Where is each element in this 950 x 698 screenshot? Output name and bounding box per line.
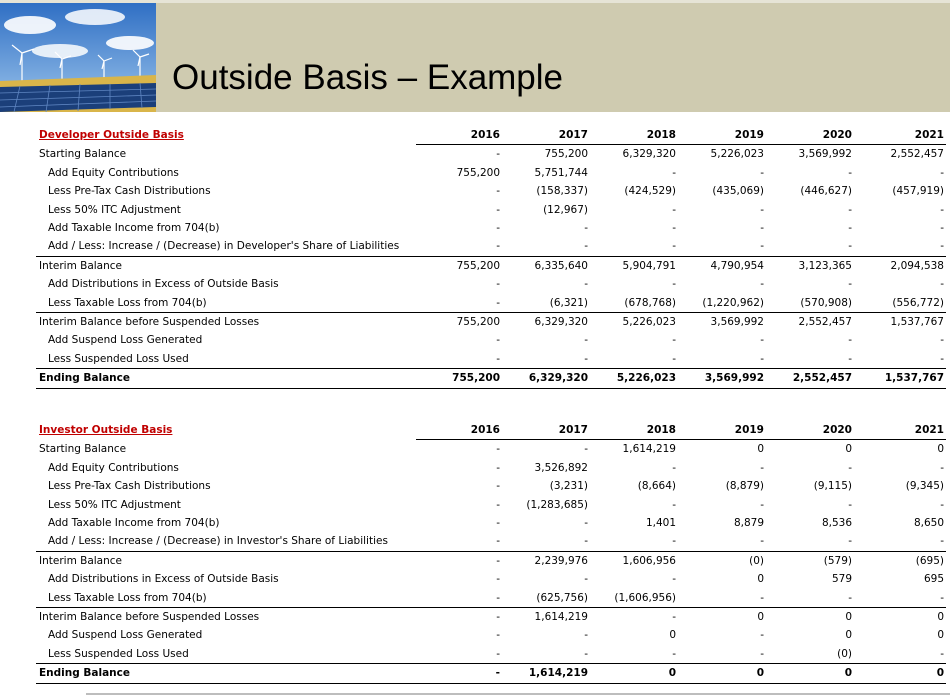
- value-cell: -: [940, 166, 944, 179]
- value-cell: 6,329,320: [502, 313, 590, 332]
- row-label: Add Taxable Income from 704(b): [48, 222, 220, 235]
- value-cell: -: [848, 203, 852, 216]
- row-label: Less Pre-Tax Cash Distributions: [48, 185, 211, 198]
- value-cell: -: [496, 535, 500, 548]
- value-cell: 0: [766, 664, 854, 683]
- value-cell: -: [848, 334, 852, 347]
- row-label: Less 50% ITC Adjustment: [48, 203, 181, 216]
- value-cell: (424,529): [624, 185, 676, 198]
- value-cell: -: [760, 629, 764, 642]
- table-row: [36, 477, 946, 495]
- value-cell: -: [672, 647, 676, 660]
- value-cell: (1,220,962): [702, 296, 764, 309]
- value-cell: -: [940, 222, 944, 235]
- row-label: Starting Balance: [39, 443, 127, 456]
- value-cell: (0): [837, 647, 852, 660]
- value-cell: 1,401: [645, 517, 676, 530]
- value-cell: 0: [937, 443, 944, 456]
- table-row: [36, 514, 946, 532]
- value-cell: (12,967): [543, 203, 588, 216]
- value-cell: 3,569,992: [678, 369, 766, 388]
- value-cell: 0: [854, 664, 946, 683]
- value-cell: -: [760, 166, 764, 179]
- year-header: 2018: [590, 126, 678, 145]
- value-cell: -: [496, 480, 500, 493]
- row-label: Add Suspend Loss Generated: [48, 334, 203, 347]
- row-label: Less 50% ITC Adjustment: [48, 498, 181, 511]
- value-cell: -: [760, 535, 764, 548]
- value-cell: 4,790,954: [678, 256, 766, 275]
- value-cell: (435,069): [712, 185, 764, 198]
- year-header: 2019: [678, 126, 766, 145]
- value-cell: -: [496, 148, 500, 161]
- value-cell: -: [672, 461, 676, 474]
- value-cell: 1,614,219: [502, 664, 590, 683]
- value-cell: -: [672, 240, 676, 253]
- investor-outside-basis-table: [36, 421, 946, 684]
- value-cell: 0: [590, 664, 678, 683]
- value-cell: -: [496, 461, 500, 474]
- row-label: Interim Balance before Suspended Losses: [36, 313, 416, 332]
- table-row: [36, 219, 946, 237]
- row-label: Starting Balance: [39, 148, 127, 161]
- value-cell: 755,200: [416, 369, 502, 388]
- value-cell: -: [760, 334, 764, 347]
- value-cell: -: [496, 517, 500, 530]
- value-cell: (1,606,956): [614, 591, 676, 604]
- value-cell: -: [760, 240, 764, 253]
- row-label: Ending Balance: [36, 369, 416, 388]
- value-cell: -: [672, 203, 676, 216]
- value-cell: (158,337): [536, 185, 588, 198]
- value-cell: -: [940, 535, 944, 548]
- value-cell: 1,537,767: [854, 313, 946, 332]
- row-label: Less Suspended Loss Used: [48, 352, 189, 365]
- value-cell: -: [416, 608, 502, 627]
- row-label: Ending Balance: [36, 664, 416, 683]
- value-cell: -: [672, 278, 676, 291]
- table-header-row: [36, 126, 946, 145]
- value-cell: 0: [845, 629, 852, 642]
- value-cell: (3,231): [549, 480, 588, 493]
- solar-panels-wind-turbines-image: [0, 3, 156, 112]
- value-cell: -: [940, 203, 944, 216]
- value-cell: -: [760, 498, 764, 511]
- value-cell: -: [848, 352, 852, 365]
- table-row: [36, 294, 946, 313]
- value-cell: -: [760, 278, 764, 291]
- value-cell: -: [416, 551, 502, 570]
- value-cell: -: [940, 647, 944, 660]
- value-cell: -: [496, 334, 500, 347]
- value-cell: -: [848, 591, 852, 604]
- table-row: [36, 164, 946, 182]
- table-row: [36, 369, 946, 388]
- value-cell: 755,200: [416, 256, 502, 275]
- value-cell: -: [672, 334, 676, 347]
- value-cell: -: [496, 240, 500, 253]
- value-cell: -: [848, 240, 852, 253]
- table-row: [36, 608, 946, 627]
- value-cell: 8,650: [913, 517, 944, 530]
- value-cell: -: [848, 166, 852, 179]
- value-cell: 5,226,023: [590, 313, 678, 332]
- row-label: Interim Balance: [36, 256, 416, 275]
- year-header: 2017: [502, 126, 590, 145]
- value-cell: -: [760, 222, 764, 235]
- row-label: Add Distributions in Excess of Outside Basis: [48, 573, 279, 586]
- value-cell: (1,283,685): [526, 498, 588, 511]
- value-cell: -: [584, 535, 588, 548]
- value-cell: -: [496, 296, 500, 309]
- value-cell: -: [584, 278, 588, 291]
- value-cell: 3,569,992: [798, 148, 852, 161]
- value-cell: 3,526,892: [534, 461, 588, 474]
- table-row: [36, 201, 946, 219]
- value-cell: -: [590, 608, 678, 627]
- value-cell: 5,226,023: [590, 369, 678, 388]
- footer-divider: [86, 693, 950, 695]
- value-cell: -: [760, 352, 764, 365]
- value-cell: (9,115): [813, 480, 852, 493]
- table-row: [36, 645, 946, 664]
- value-cell: 5,226,023: [710, 148, 764, 161]
- row-label: Less Pre-Tax Cash Distributions: [48, 480, 211, 493]
- table-row: [36, 256, 946, 275]
- value-cell: 755,200: [416, 313, 502, 332]
- value-cell: 695: [923, 573, 944, 586]
- table-row: [36, 459, 946, 477]
- value-cell: 2,552,457: [766, 369, 854, 388]
- value-cell: -: [496, 352, 500, 365]
- table-row: [36, 350, 946, 369]
- year-header: 2018: [590, 421, 678, 440]
- row-label: Add / Less: Increase / (Decrease) in Investor's Share of Liabilities: [48, 535, 388, 548]
- row-label: Less Suspended Loss Used: [48, 647, 189, 660]
- value-cell: -: [760, 647, 764, 660]
- value-cell: 8,879: [733, 517, 764, 530]
- value-cell: -: [672, 222, 676, 235]
- table-row: [36, 182, 946, 200]
- value-cell: -: [848, 498, 852, 511]
- value-cell: 1,537,767: [854, 369, 946, 388]
- table-row: [36, 532, 946, 551]
- value-cell: 5,904,791: [590, 256, 678, 275]
- value-cell: -: [584, 573, 588, 586]
- value-cell: -: [940, 352, 944, 365]
- row-label: Add Equity Contributions: [48, 166, 179, 179]
- value-cell: (695): [854, 551, 946, 570]
- value-cell: 5,751,744: [534, 166, 588, 179]
- value-cell: (9,345): [905, 480, 944, 493]
- value-cell: 2,094,538: [854, 256, 946, 275]
- value-cell: 6,329,320: [622, 148, 676, 161]
- value-cell: -: [940, 461, 944, 474]
- table-row: [36, 237, 946, 256]
- value-cell: -: [584, 222, 588, 235]
- value-cell: 2,552,457: [766, 313, 854, 332]
- value-cell: -: [672, 352, 676, 365]
- table-row: [36, 313, 946, 332]
- value-cell: -: [416, 664, 502, 683]
- value-cell: -: [940, 240, 944, 253]
- value-cell: (446,627): [800, 185, 852, 198]
- value-cell: -: [940, 591, 944, 604]
- value-cell: -: [584, 240, 588, 253]
- value-cell: -: [584, 334, 588, 347]
- value-cell: 0: [766, 608, 854, 627]
- value-cell: (556,772): [892, 296, 944, 309]
- table-row: [36, 331, 946, 349]
- value-cell: (8,664): [637, 480, 676, 493]
- value-cell: 0: [854, 608, 946, 627]
- value-cell: 3,569,992: [678, 313, 766, 332]
- value-cell: -: [672, 498, 676, 511]
- value-cell: (678,768): [624, 296, 676, 309]
- developer-outside-basis-table: [36, 126, 946, 389]
- row-label: Add Suspend Loss Generated: [48, 629, 203, 642]
- table-row: [36, 551, 946, 570]
- value-cell: -: [940, 278, 944, 291]
- year-header: 2020: [766, 421, 854, 440]
- value-cell: -: [672, 573, 676, 586]
- year-header: 2021: [854, 126, 946, 145]
- year-header: 2020: [766, 126, 854, 145]
- value-cell: -: [848, 461, 852, 474]
- row-label: Less Taxable Loss from 704(b): [48, 296, 207, 309]
- value-cell: (6,321): [549, 296, 588, 309]
- value-cell: -: [496, 203, 500, 216]
- table-row: [36, 589, 946, 608]
- value-cell: -: [496, 647, 500, 660]
- value-cell: 3,123,365: [766, 256, 854, 275]
- solar-wind-photo: [0, 3, 156, 112]
- value-cell: 8,536: [821, 517, 852, 530]
- row-label: Add Taxable Income from 704(b): [48, 517, 220, 530]
- value-cell: 0: [757, 573, 764, 586]
- table-row: [36, 626, 946, 644]
- value-cell: -: [672, 166, 676, 179]
- value-cell: -: [496, 573, 500, 586]
- table-row: [36, 664, 946, 683]
- row-label: Add / Less: Increase / (Decrease) in Developer's Share of Liabilities: [48, 240, 400, 253]
- value-cell: 6,335,640: [502, 256, 590, 275]
- value-cell: 0: [669, 629, 676, 642]
- table-row: [36, 496, 946, 514]
- value-cell: 579: [831, 573, 852, 586]
- value-cell: 0: [757, 443, 764, 456]
- section-title: Developer Outside Basis: [39, 129, 184, 142]
- value-cell: (579): [766, 551, 854, 570]
- row-label: Interim Balance before Suspended Losses: [36, 608, 416, 627]
- year-header: 2021: [854, 421, 946, 440]
- value-cell: -: [672, 535, 676, 548]
- value-cell: -: [848, 222, 852, 235]
- slide-title: Outside Basis – Example: [172, 58, 564, 97]
- value-cell: (625,756): [536, 591, 588, 604]
- value-cell: -: [584, 443, 588, 456]
- year-header: 2016: [416, 421, 502, 440]
- table-row: [36, 440, 946, 459]
- row-label: Add Distributions in Excess of Outside Basis: [48, 278, 279, 291]
- value-cell: 1,614,219: [622, 443, 676, 456]
- value-cell: -: [760, 203, 764, 216]
- value-cell: -: [584, 352, 588, 365]
- table-header-row: [36, 421, 946, 440]
- value-cell: -: [496, 443, 500, 456]
- value-cell: 755,200: [544, 148, 588, 161]
- value-cell: 0: [845, 443, 852, 456]
- value-cell: 0: [678, 664, 766, 683]
- value-cell: (570,908): [800, 296, 852, 309]
- value-cell: 1,614,219: [502, 608, 590, 627]
- value-cell: -: [940, 334, 944, 347]
- value-cell: 755,200: [456, 166, 500, 179]
- value-cell: -: [496, 498, 500, 511]
- year-header: 2016: [416, 126, 502, 145]
- value-cell: -: [760, 461, 764, 474]
- value-cell: (457,919): [892, 185, 944, 198]
- value-cell: -: [496, 185, 500, 198]
- value-cell: -: [584, 517, 588, 530]
- value-cell: -: [848, 278, 852, 291]
- value-cell: -: [584, 629, 588, 642]
- value-cell: -: [496, 222, 500, 235]
- value-cell: -: [760, 591, 764, 604]
- section-title: Investor Outside Basis: [39, 424, 173, 437]
- year-header: 2017: [502, 421, 590, 440]
- row-label: Less Taxable Loss from 704(b): [48, 591, 207, 604]
- value-cell: -: [584, 647, 588, 660]
- value-cell: (8,879): [725, 480, 764, 493]
- value-cell: 0: [678, 608, 766, 627]
- table-row: [36, 275, 946, 293]
- value-cell: -: [940, 498, 944, 511]
- value-cell: 2,552,457: [890, 148, 944, 161]
- value-cell: -: [496, 591, 500, 604]
- value-cell: -: [496, 278, 500, 291]
- value-cell: (0): [678, 551, 766, 570]
- value-cell: -: [496, 629, 500, 642]
- value-cell: -: [848, 535, 852, 548]
- table-row: [36, 570, 946, 588]
- value-cell: 1,606,956: [590, 551, 678, 570]
- value-cell: 2,239,976: [502, 551, 590, 570]
- row-label: Add Equity Contributions: [48, 461, 179, 474]
- year-header: 2019: [678, 421, 766, 440]
- row-label: Interim Balance: [36, 551, 416, 570]
- value-cell: 6,329,320: [502, 369, 590, 388]
- table-row: [36, 145, 946, 164]
- value-cell: 0: [937, 629, 944, 642]
